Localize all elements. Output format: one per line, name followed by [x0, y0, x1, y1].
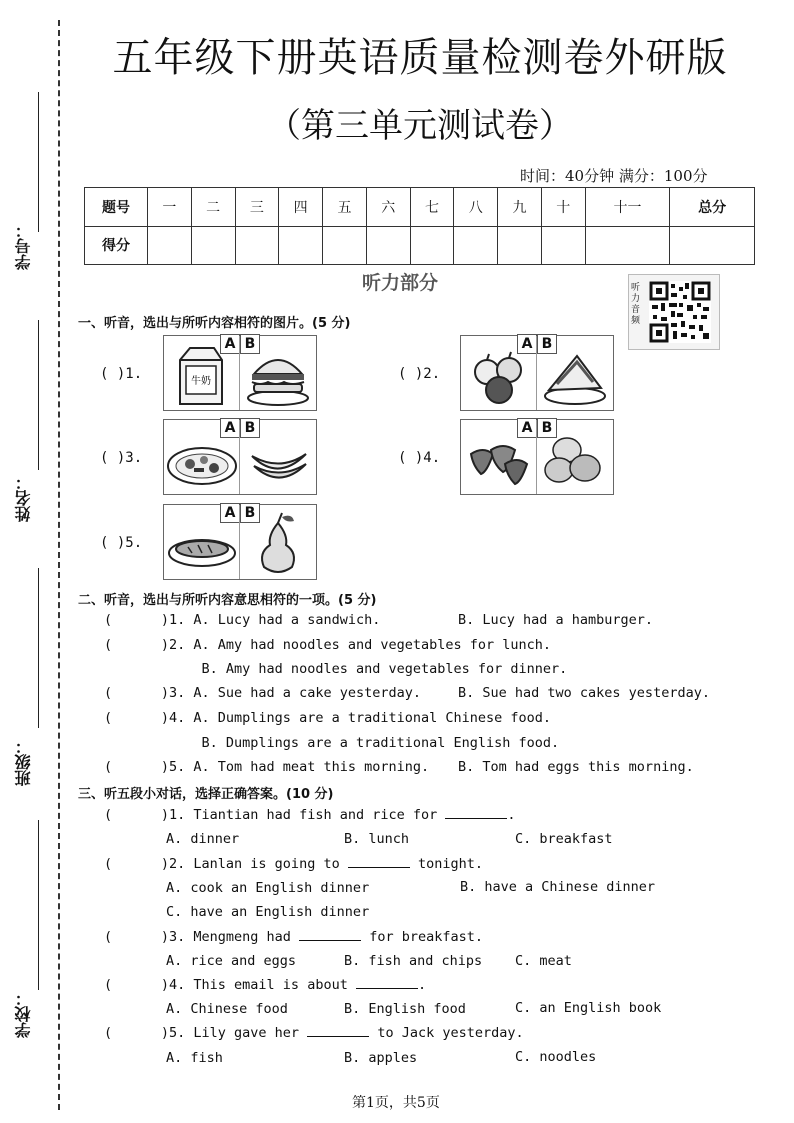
plate-of-food-icon [164, 420, 239, 494]
section2-line: ( )2. A. Amy had noodles and vegetables for lunch. [104, 637, 552, 653]
score-cell [541, 226, 585, 265]
section2-line: B. Amy had noodles and vegetables for dinner. [104, 661, 568, 677]
score-cell [410, 226, 454, 265]
section1-item-1-pictures [163, 335, 317, 411]
table-cell: 七 [410, 188, 454, 227]
score-table-score-row [85, 226, 755, 265]
answer-blank[interactable] [299, 930, 361, 941]
table-cell: 一 [148, 188, 192, 227]
option-b-marker: B [240, 503, 260, 523]
score-cell [454, 226, 498, 265]
binding-dashed-line [58, 20, 60, 1110]
table-cell: 八 [454, 188, 498, 227]
score-cell [585, 226, 670, 265]
option: A. cook an English dinner [166, 880, 370, 896]
apples-icon [461, 336, 536, 410]
score-cell [323, 226, 367, 265]
table-cell: 题号 [85, 188, 148, 227]
score-cell [235, 226, 279, 265]
student-id-line [38, 92, 39, 232]
section2-heading: 二、听音，选出与所听内容意思相符的一项。(5 分) [78, 593, 377, 608]
section1-item-2-label: ( )2. [398, 366, 441, 382]
option: C. breakfast [515, 831, 613, 847]
score-cell [366, 226, 410, 265]
section2-line-option-b: B. Lucy had a hamburger. [458, 612, 654, 628]
question-text: ( )3. Mengmeng had [104, 929, 300, 945]
section1-heading: 一、听音，选出与所听内容相符的图片。(5 分) [78, 316, 351, 331]
question-text-end: . [417, 977, 427, 993]
question-text: ( )4. This email is about [104, 977, 356, 993]
qr-code-icon [649, 281, 711, 343]
pear-icon [240, 505, 315, 579]
milk-carton-icon [164, 336, 239, 410]
option: A. rice and eggs [166, 953, 297, 969]
section2-line: B. Dumplings are a traditional English food. [104, 735, 560, 751]
time-info: 时间：40分钟 满分：100分 [520, 167, 708, 185]
option-b-marker: B [240, 418, 260, 438]
name-label: 姓名： [14, 474, 33, 522]
name-line [38, 320, 39, 470]
option: C. meat [515, 953, 572, 969]
answer-blank[interactable] [445, 808, 507, 819]
class-label: 班级： [14, 738, 33, 786]
table-cell: 得分 [85, 226, 148, 265]
listening-title: 听力部分 [362, 272, 439, 294]
table-cell: 六 [366, 188, 410, 227]
table-cell: 九 [498, 188, 542, 227]
question-text: ( )5. Lily gave her [104, 1025, 308, 1041]
eggs-icon [537, 420, 612, 494]
score-cell [148, 226, 192, 265]
school-label: 学校： [14, 990, 33, 1038]
section3-question-1 [104, 807, 516, 823]
section3-question-4 [104, 977, 426, 993]
score-cell [191, 226, 235, 265]
score-table [84, 187, 755, 265]
page-title: 五年级下册英语质量检测卷外研版 [112, 35, 728, 81]
table-cell: 十 [541, 188, 585, 227]
score-cell [670, 226, 755, 265]
score-cell [498, 226, 542, 265]
option: B. English food [344, 1001, 466, 1017]
class-line [38, 568, 39, 728]
milk-label: 牛奶 [191, 376, 211, 387]
option: A. fish [166, 1050, 223, 1066]
option: C. an English book [515, 1000, 662, 1016]
question-text-end: tonight. [409, 856, 483, 872]
table-cell: 十一 [585, 188, 670, 227]
section2-line-option-b: B. Sue had two cakes yesterday. [458, 685, 710, 701]
option-a-marker: A [220, 503, 240, 523]
question-text-end: for breakfast. [361, 929, 483, 945]
section1-item-4-label: ( )4. [398, 450, 441, 466]
question-text: ( )2. Lanlan is going to [104, 856, 348, 872]
section3-heading: 三、听五段小对话，选择正确答案。(10 分) [78, 787, 334, 802]
qr-label: 听力音频 [631, 283, 641, 326]
table-cell: 二 [191, 188, 235, 227]
hamburger-icon [240, 336, 315, 410]
strawberries-icon [461, 420, 536, 494]
table-cell: 四 [279, 188, 323, 227]
option: B. fish and chips [344, 953, 483, 969]
score-cell [279, 226, 323, 265]
answer-blank[interactable] [348, 857, 410, 868]
option-b-marker: B [537, 418, 557, 438]
section3-question-3 [104, 929, 483, 945]
student-id-label: 学号： [14, 222, 33, 270]
section2-line-option-b: B. Tom had eggs this morning. [458, 759, 694, 775]
option-b-marker: B [537, 334, 557, 354]
section2-line: ( )5. A. Tom had meat this morning. [104, 759, 430, 775]
option-a-marker: A [517, 418, 537, 438]
table-cell: 三 [235, 188, 279, 227]
option-a-marker: A [517, 334, 537, 354]
option: B. have a Chinese dinner [460, 879, 656, 895]
section1-item-5-pictures [163, 504, 317, 580]
qr-code-box[interactable] [628, 274, 720, 350]
section1-item-3-label: ( )3. [100, 450, 143, 466]
section1-item-1-label: ( )1. [100, 366, 143, 382]
page-subtitle: （第三单元测试卷） [267, 106, 573, 146]
option: A. Chinese food [166, 1001, 288, 1017]
table-cell: 总分 [670, 188, 755, 227]
option-b-marker: B [240, 334, 260, 354]
option: B. lunch [344, 831, 410, 847]
section1-item-2-pictures [460, 335, 614, 411]
section2-line: ( )1. A. Lucy had a sandwich. [104, 612, 381, 628]
page-footer: 第1页，共5页 [352, 1095, 440, 1111]
school-line [38, 820, 39, 990]
option: A. dinner [166, 831, 240, 847]
question-text-end: to Jack yesterday. [369, 1025, 524, 1041]
answer-blank[interactable] [307, 1026, 369, 1037]
section1-item-3-pictures [163, 419, 317, 495]
section3-question-5 [104, 1025, 524, 1041]
option-a-marker: A [220, 418, 240, 438]
option: C. noodles [515, 1049, 597, 1065]
section1-item-4-pictures [460, 419, 614, 495]
answer-blank[interactable] [356, 978, 418, 989]
section2-line: ( )4. A. Dumplings are a traditional Chinese food. [104, 710, 552, 726]
question-text: ( )1. Tiantian had fish and rice for [104, 807, 446, 823]
section1-item-5-label: ( )5. [100, 535, 143, 551]
bread-icon [164, 505, 239, 579]
option: C. have an English dinner [166, 904, 370, 920]
option-a-marker: A [220, 334, 240, 354]
score-table-header-row [85, 188, 755, 227]
sandwich-icon [537, 336, 612, 410]
question-text-end: . [507, 807, 516, 823]
option: B. apples [344, 1050, 418, 1066]
section2-line: ( )3. A. Sue had a cake yesterday. [104, 685, 421, 701]
section3-question-2 [104, 856, 483, 872]
table-cell: 五 [323, 188, 367, 227]
bananas-icon [240, 420, 315, 494]
